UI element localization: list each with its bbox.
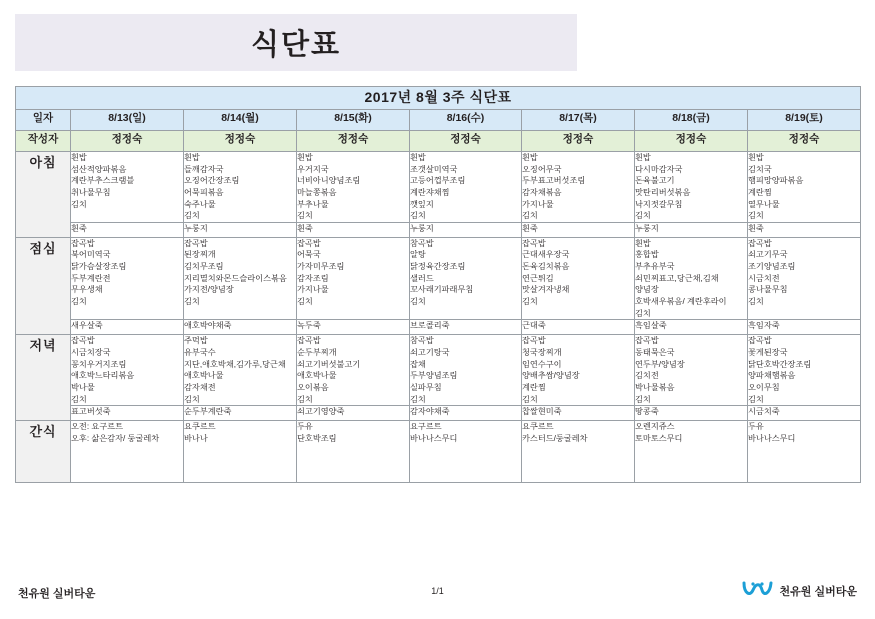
breakfast-sub-6: 흰죽 — [748, 222, 861, 237]
menu-item: 잡곡밥 — [748, 238, 772, 248]
menu-item: 햄피망양파볶음 — [748, 176, 804, 186]
lunch-cell-1 — [184, 237, 297, 319]
snack-cell-4 — [522, 421, 635, 483]
breakfast-cell-5 — [635, 152, 748, 223]
menu-item: 흰밥 — [635, 153, 651, 162]
dinner-cell-3 — [410, 335, 522, 406]
menu-item: 북어미역국 — [71, 250, 111, 260]
menu-item: 계란찜 — [522, 382, 546, 392]
header-date-3: 8/16(수) — [410, 110, 522, 131]
menu-item: 콩나물무침 — [748, 285, 788, 295]
menu-item: 바나나스무디 — [748, 434, 796, 444]
writer-4: 정정숙 — [522, 131, 635, 152]
menu-item: 가지나물 — [297, 285, 329, 295]
snack-row — [16, 421, 861, 483]
menu-item: 돈육불고기 — [635, 176, 675, 186]
menu-item: 잡곡밥 — [522, 336, 546, 346]
menu-item: 숙주나물 — [184, 199, 216, 209]
page-title: 식단표 — [250, 29, 342, 61]
menu-item: 오후: 삶은감자/ 둥굴레차 — [71, 434, 160, 444]
meal-label-lunch: 점심 — [16, 237, 71, 334]
menu-item: 박나물볶음 — [635, 382, 675, 392]
menu-item: 오징어간장조림 — [184, 176, 240, 186]
header-label-date: 일자 — [16, 110, 71, 131]
menu-item: 오이볶음 — [297, 382, 329, 392]
menu-item: 애호박느타리볶음 — [71, 371, 135, 381]
menu-item: 다시마감자국 — [635, 164, 683, 174]
menu-item: 김치전 — [635, 371, 659, 381]
menu-item: 잡곡밥 — [71, 336, 95, 346]
menu-item: 어묵피볶음 — [184, 187, 224, 197]
dinner-sub-5: 땅콩죽 — [635, 406, 748, 421]
menu-item: 김치 — [71, 199, 87, 209]
header-date-1: 8/14(월) — [184, 110, 297, 131]
menu-item: 닭정육간장조림 — [410, 262, 466, 272]
menu-item: 잡곡밥 — [748, 336, 772, 346]
menu-item: 잡채 — [410, 359, 426, 369]
menu-item: 요구르트 — [410, 422, 442, 432]
menu-item: 김치 — [297, 297, 313, 307]
menu-item: 애호박나물 — [297, 371, 337, 381]
menu-item: 애호박나물 — [184, 371, 224, 381]
lunch-sub-4: 근대죽 — [522, 320, 635, 335]
menu-item: 두부계란전 — [71, 273, 111, 283]
writer-0: 정정숙 — [71, 131, 184, 152]
menu-item: 가지나물 — [522, 199, 554, 209]
menu-item: 너비아니양념조림 — [297, 176, 361, 186]
table-title: 2017년 8월 3주 식단표 — [16, 87, 861, 110]
breakfast-cell-1 — [184, 152, 297, 223]
menu-item: 김치 — [522, 394, 538, 404]
breakfast-sub-0: 흰죽 — [71, 222, 184, 237]
menu-item: 꼬사래기파래무침 — [410, 285, 474, 295]
dinner-sub-3: 감자야채죽 — [410, 406, 522, 421]
menu-item: 김치 — [748, 297, 764, 307]
menu-item: 섬산적양파볶음 — [71, 164, 127, 174]
menu-item: 양배추쌈/양념장 — [522, 371, 580, 381]
lunch-row — [16, 237, 861, 319]
menu-item: 고등어껍부조림 — [410, 176, 466, 186]
lunch-sub-row — [16, 320, 861, 335]
menu-item: 홍합밥 — [635, 250, 659, 260]
menu-item: 들깨감자국 — [184, 164, 224, 174]
header-label-writer: 작성자 — [16, 131, 71, 152]
menu-item: 꽁치우거지조림 — [71, 359, 127, 369]
menu-item: 계란부추스크램블 — [71, 176, 135, 186]
dinner-cell-0 — [71, 335, 184, 406]
menu-item: 호박새우볶음/ 계란후라이 — [635, 297, 727, 307]
menu-item: 근대새우장국 — [522, 250, 570, 260]
lunch-cell-2 — [297, 237, 410, 319]
menu-item: 쇠고기버섯불고기 — [297, 359, 361, 369]
menu-item: 토마토스무디 — [635, 434, 683, 444]
menu-item: 김치 — [522, 211, 538, 221]
menu-item: 김치 — [410, 297, 426, 307]
footer-brand-name: 천유원 실버타운 — [779, 586, 857, 598]
menu-item: 김치 — [635, 211, 651, 221]
lunch-cell-0 — [71, 237, 184, 319]
menu-item: 흰밥 — [184, 153, 200, 162]
dinner-row — [16, 335, 861, 406]
breakfast-sub-3: 누룽지 — [410, 222, 522, 237]
header-date-0: 8/13(일) — [71, 110, 184, 131]
lunch-sub-6: 흑임자죽 — [748, 320, 861, 335]
menu-item: 잡곡밥 — [297, 336, 321, 346]
menu-item: 바나나 — [184, 434, 208, 444]
menu-item: 요쿠르트 — [184, 422, 216, 432]
menu-item: 흰밥 — [748, 153, 764, 162]
menu-item: 쇠고기무국 — [748, 250, 788, 260]
writer-row — [16, 131, 861, 152]
lunch-sub-3: 브로콜리죽 — [410, 320, 522, 335]
dinner-cell-2 — [297, 335, 410, 406]
lunch-sub-5: 흑임살죽 — [635, 320, 748, 335]
footer-org-name: 천유원 실버타운 — [18, 588, 96, 600]
menu-item: 바나나스무디 — [410, 434, 458, 444]
menu-item: 흰밥 — [297, 153, 313, 162]
breakfast-sub-1: 누룽지 — [184, 222, 297, 237]
dinner-cell-5 — [635, 335, 748, 406]
dinner-cell-6 — [748, 335, 861, 406]
menu-item: 김치 — [184, 394, 200, 404]
menu-item: 오전: 요구르트 — [71, 422, 124, 432]
menu-item: 계란쟈채찜 — [410, 187, 450, 197]
menu-item: 무우생채 — [71, 285, 103, 295]
brand-logo-icon — [741, 580, 775, 602]
menu-item: 김치 — [297, 211, 313, 221]
menu-item: 임연수구이 — [522, 359, 562, 369]
menu-item: 잡곡밥 — [635, 336, 659, 346]
menu-item: 오이무침 — [748, 382, 780, 392]
menu-item: 김치 — [71, 394, 87, 404]
lunch-cell-4 — [522, 237, 635, 319]
dinner-sub-4: 찹쌀현미죽 — [522, 406, 635, 421]
header-date-2: 8/15(화) — [297, 110, 410, 131]
menu-item: 김치 — [748, 211, 764, 221]
menu-item: 동태묵은국 — [635, 347, 675, 357]
menu-item: 오렌지쥬스 — [635, 422, 675, 432]
breakfast-cell-0 — [71, 152, 184, 223]
menu-item: 김치무조림 — [184, 262, 224, 272]
dinner-sub-1: 순두부계란죽 — [184, 406, 297, 421]
menu-item: 흰밥 — [410, 153, 426, 162]
footer-logo — [741, 580, 857, 602]
menu-item: 카스터드/둥굴레차 — [522, 434, 588, 444]
lunch-sub-2: 녹두죽 — [297, 320, 410, 335]
writer-5: 정정숙 — [635, 131, 748, 152]
breakfast-cell-6 — [748, 152, 861, 223]
menu-item: 청국장찌개 — [522, 347, 562, 357]
menu-item: 김치 — [410, 394, 426, 404]
menu-item: 김치 — [184, 297, 200, 307]
menu-item: 감자채볶음 — [522, 187, 562, 197]
dinner-cell-4 — [522, 335, 635, 406]
header-date-4: 8/17(목) — [522, 110, 635, 131]
menu-item: 김치국 — [748, 164, 772, 174]
breakfast-row — [16, 152, 861, 223]
menu-item: 시금치전 — [748, 273, 780, 283]
menu-item: 가지전/양념장 — [184, 285, 234, 295]
menu-item: 두유 — [748, 422, 764, 432]
header-date-5: 8/18(금) — [635, 110, 748, 131]
menu-item: 참곡밥 — [410, 238, 434, 248]
writer-6: 정정숙 — [748, 131, 861, 152]
breakfast-cell-4 — [522, 152, 635, 223]
dinner-sub-0: 표고버섯죽 — [71, 406, 184, 421]
menu-item: 김치 — [410, 211, 426, 221]
menu-item: 요쿠르트 — [522, 422, 554, 432]
menu-item: 흰밥 — [522, 153, 538, 162]
menu-item: 김치 — [635, 308, 651, 318]
menu-item: 깻잎지 — [410, 199, 434, 209]
menu-item: 낙지젓갈무침 — [635, 199, 683, 209]
lunch-sub-0: 새우살죽 — [71, 320, 184, 335]
menu-item: 김치 — [748, 394, 764, 404]
footer-page-number: 1/1 — [431, 586, 444, 596]
lunch-cell-3 — [410, 237, 522, 319]
menu-item: 두유 — [297, 422, 313, 432]
lunch-sub-1: 애호박야채죽 — [184, 320, 297, 335]
menu-item: 김치 — [522, 297, 538, 307]
meal-label-snack: 간식 — [16, 421, 71, 483]
writer-2: 정정숙 — [297, 131, 410, 152]
menu-item: 양파채햄볶음 — [748, 371, 796, 381]
menu-item: 시금치장국 — [71, 347, 111, 357]
date-header-row — [16, 110, 861, 131]
menu-item: 쇠민찌표고,당근채,김채 — [635, 273, 719, 283]
table-title-row — [16, 87, 861, 110]
menu-item: 참곡밥 — [410, 336, 434, 346]
menu-item: 연두부/양념장 — [635, 359, 685, 369]
menu-item: 순두부찌개 — [297, 347, 337, 357]
menu-item: 감자채전 — [184, 382, 216, 392]
menu-item: 잡곡밥 — [297, 238, 321, 248]
menu-item: 김치 — [184, 211, 200, 221]
menu-item: 지리멸치와몬드슬라이스볶음 — [184, 273, 287, 283]
dinner-sub-2: 쇠고기영양죽 — [297, 406, 410, 421]
lunch-cell-6 — [748, 237, 861, 319]
meal-label-dinner: 저녁 — [16, 335, 71, 421]
menu-item: 샐러드 — [410, 273, 434, 283]
menu-item: 맛탄리버섯볶음 — [635, 187, 691, 197]
menu-item: 양념장 — [635, 285, 659, 295]
menu-item: 조기양념조림 — [748, 262, 796, 272]
menu-item: 연근튀김 — [522, 273, 554, 283]
breakfast-cell-3 — [410, 152, 522, 223]
dinner-cell-1 — [184, 335, 297, 406]
menu-item: 흰밥 — [71, 153, 87, 162]
menu-item: 마늘쫑볶음 — [297, 187, 337, 197]
menu-item: 부추나물 — [297, 199, 329, 209]
menu-item: 닭가슴살장조림 — [71, 262, 127, 272]
menu-item: 오징어무국 — [522, 164, 562, 174]
menu-item: 실파무침 — [410, 382, 442, 392]
snack-cell-5 — [635, 421, 748, 483]
writer-3: 정정숙 — [410, 131, 522, 152]
menu-item: 된장찌개 — [184, 250, 216, 260]
menu-item: 두부표고버섯조림 — [522, 176, 586, 186]
menu-item: 알탕 — [410, 250, 426, 260]
menu-item: 꽃게된장국 — [748, 347, 788, 357]
menu-item: 조갯살미역국 — [410, 164, 458, 174]
dinner-sub-row — [16, 406, 861, 421]
menu-item: 닭단호박간장조림 — [748, 359, 812, 369]
breakfast-sub-row — [16, 222, 861, 237]
lunch-cell-5 — [635, 237, 748, 319]
menu-item: 가자미무조림 — [297, 262, 345, 272]
menu-item: 돈육김치볶음 — [522, 262, 570, 272]
writer-1: 정정숙 — [184, 131, 297, 152]
menu-item: 잡곡밥 — [184, 238, 208, 248]
menu-item: 흰밥 — [635, 238, 651, 248]
meal-label-breakfast: 아침 — [16, 152, 71, 238]
menu-item: 주먹밥 — [184, 336, 208, 346]
snack-cell-0 — [71, 421, 184, 483]
menu-item: 지단,애호박채,김가루,당근채 — [184, 359, 286, 369]
menu-item: 우거지국 — [297, 164, 329, 174]
menu-item: 감자조림 — [297, 273, 329, 283]
breakfast-sub-5: 누룽지 — [635, 222, 748, 237]
menu-table — [15, 86, 861, 483]
menu-item: 두부양념조림 — [410, 371, 458, 381]
breakfast-sub-4: 흰죽 — [522, 222, 635, 237]
menu-item: 계란찜 — [748, 187, 772, 197]
menu-item: 맛살겨자냉채 — [522, 285, 570, 295]
snack-cell-2 — [297, 421, 410, 483]
dinner-sub-6: 시금치죽 — [748, 406, 861, 421]
header-date-6: 8/19(토) — [748, 110, 861, 131]
snack-cell-6 — [748, 421, 861, 483]
breakfast-sub-2: 흰죽 — [297, 222, 410, 237]
breakfast-cell-2 — [297, 152, 410, 223]
menu-item: 잡곡밥 — [71, 238, 95, 248]
menu-item: 박나물 — [71, 382, 95, 392]
menu-item: 쇠고기탕국 — [410, 347, 450, 357]
menu-item: 유부국수 — [184, 347, 216, 357]
menu-item: 부추유부국 — [635, 262, 675, 272]
menu-item: 김치 — [297, 394, 313, 404]
menu-item: 어묵국 — [297, 250, 321, 260]
menu-item: 김치 — [635, 394, 651, 404]
snack-cell-3 — [410, 421, 522, 483]
menu-item: 잡곡밥 — [522, 238, 546, 248]
menu-item: 열무나물 — [748, 199, 780, 209]
snack-cell-1 — [184, 421, 297, 483]
menu-item: 취나물무침 — [71, 187, 111, 197]
menu-item: 김치 — [71, 297, 87, 307]
menu-item: 단호박조림 — [297, 434, 337, 444]
